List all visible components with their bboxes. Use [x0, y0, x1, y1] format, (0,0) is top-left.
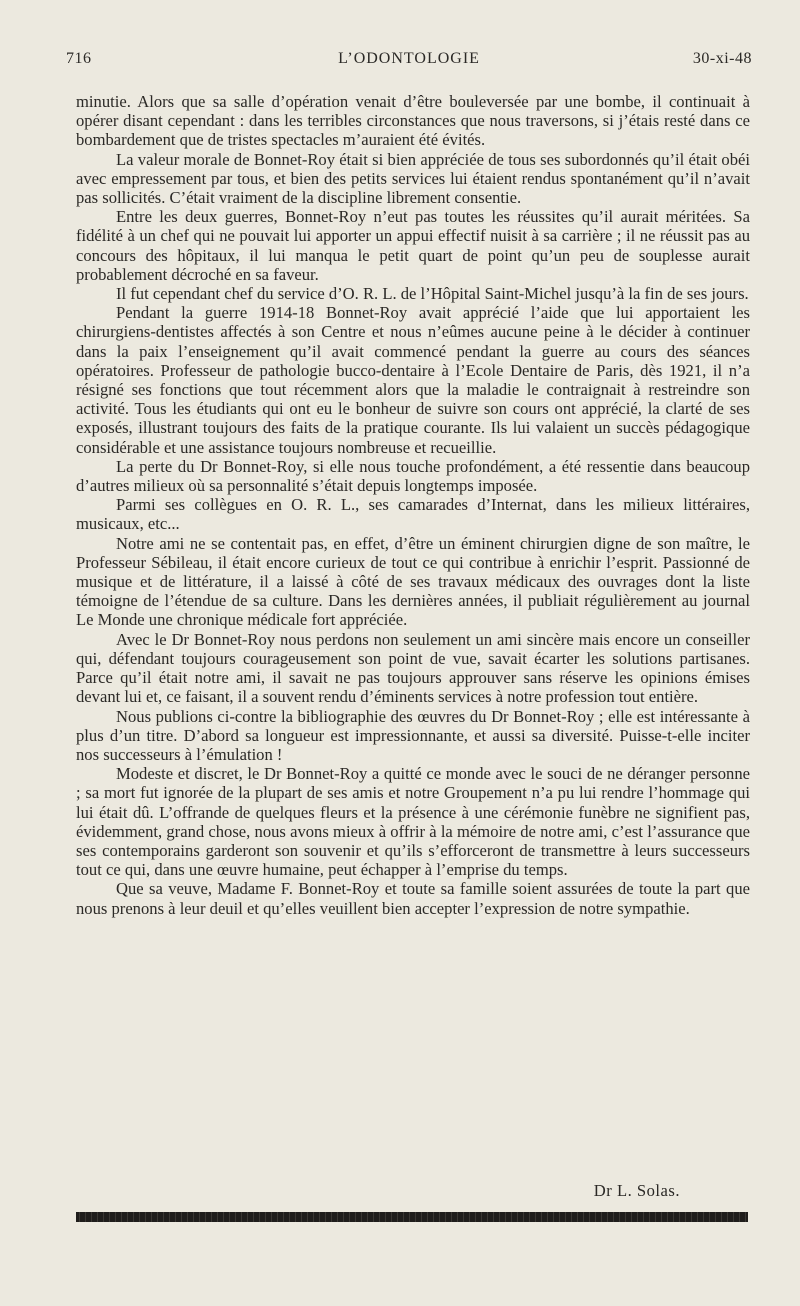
page-header — [66, 50, 752, 72]
paragraph-5: Pendant la guerre 1914-18 Bonnet-Roy avait apprécié l’aide que lui apportaient les chirurgiens-dentistes affectés à son Centre et nous n’eûmes aucune peine à le décider à continuer dans la paix l’enseignement qu’il avait commencé pendant la guerre au cours des séances opératoires. Professeur de pathologie bucco-dentaire à l’Ecole Dentaire de Paris, dès 1921, il n’a résigné ses fonctions que tout récemment alors que la maladie le contraignait à restreindre son activité. Tous les étudiants qui ont eu le bonheur de suivre son cours ont apprécié, la clarté de ses exposés, illustrant toujours des faits de la pratique courante. Ils lui valaient un succès pédagogique considérable et une assistance toujours nombreuse et recueillie. — [76, 303, 750, 457]
paragraph-6: La perte du Dr Bonnet-Roy, si elle nous touche profondément, a été ressentie dans beaucoup d’autres milieux où sa personnalité s’était depuis longtemps imposée. — [76, 456, 750, 496]
paragraph-7: Parmi ses collègues en O. R. L., ses camarades d’Internat, dans les milieux littéraires, musicaux, etc... — [76, 495, 750, 534]
decorative-rule — [76, 1212, 748, 1222]
paragraph-9: Avec le Dr Bonnet-Roy nous perdons non seulement un ami sincère mais encore un conseiller qui, défendant toujours courageusement son point de vue, savait écarter les solutions partisanes. Parce qu’il était notre ami, il savait ne pas toujours approuver sans réserve les opinions émises devant lui et, ce faisant, il a souvent rendu d’éminents services à notre profession tout entière. — [76, 629, 750, 707]
paragraph-2: La valeur morale de Bonnet-Roy était si bien appréciée de tous ses subordonnés qu’il était obéi avec empressement par tous, et bien des petits services lui étaient rendus spontanément qu’il n’avait pas sollicités. C’était vraiment de la discipline librement consentie. — [76, 149, 750, 208]
paragraph-11: Modeste et discret, le Dr Bonnet-Roy a quitté ce monde avec le souci de ne déranger personne ; sa mort fut ignorée de la plupart de ses amis et notre Groupement n’a pu lui rendre l’hommage qui lui était dû. L’offrande de quelques fleurs et la présence à une cérémonie funèbre ne signifient pas, évidemment, grand chose, nous avons mieux à offrir à la mémoire de notre ami, c’est l’assurance que ses contemporains garderont son souvenir et qu’ils s’efforceront de transmettre à leurs successeurs tout ce qui, dans une œuvre humaine, peut échapper à l’emprise du temps. — [76, 764, 750, 880]
paragraph-12: Que sa veuve, Madame F. Bonnet-Roy et toute sa famille soient assurées de toute la part que nous prenons à leur deuil et qu’elles veuillent bien accepter l’expression de notre sympathie. — [76, 879, 750, 918]
paragraph-8: Notre ami ne se contentait pas, en effet, d’être un éminent chirurgien digne de son maître, le Professeur Sébileau, il était encore curieux de tout ce qui contribue à enrichir l’esprit. Passionné de musique et de littérature, il a laissé à côté de ses travaux médicaux des ouvrages dont la liste témoigne de l’étendue de sa culture. Dans les dernières années, il publiait régulièrement au journal Le Monde une chronique médicale fort appréciée. — [76, 533, 750, 630]
paragraph-4: Il fut cependant chef du service d’O. R. L. de l’Hôpital Saint-Michel jusqu’à la fin de ses jours. — [116, 284, 749, 304]
paragraph-10: Nous publions ci-contre la bibliographie des œuvres du Dr Bonnet-Roy ; elle est intéressante à plus d’un titre. D’abord sa longueur est impressionnante, et aussi sa diversité. Puisse-t-elle inciter nos successeurs à l’émulation ! — [76, 706, 750, 764]
journal-title: L’ODONTOLOGIE — [338, 50, 480, 67]
issue-date: 30-xi-48 — [692, 50, 752, 67]
article-body — [76, 92, 750, 918]
paragraph-1: minutie. Alors que sa salle d’opération venait d’être bouleversée par une bombe, il continuait à opérer disant cependant : dans les terribles circonstances que nous traversons, si j’étais resté dans ce bombardement que de tristes spectacles m’auraient été évités. — [76, 92, 750, 150]
page-number: 716 — [66, 50, 92, 67]
paragraph-3: Entre les deux guerres, Bonnet-Roy n’eut pas toutes les réussites qu’il aurait méritées. Sa fidélité à un chef qui ne pouvait lui apporter un appui effectif nuisit à sa carrière ; il ne réussit pas au concours des hôpitaux, il lui manqua le petit quart de point qu’un peu de souplesse aurait probablement décroché en sa faveur. — [76, 207, 750, 284]
author-signature: Dr L. Solas. — [593, 1181, 680, 1200]
